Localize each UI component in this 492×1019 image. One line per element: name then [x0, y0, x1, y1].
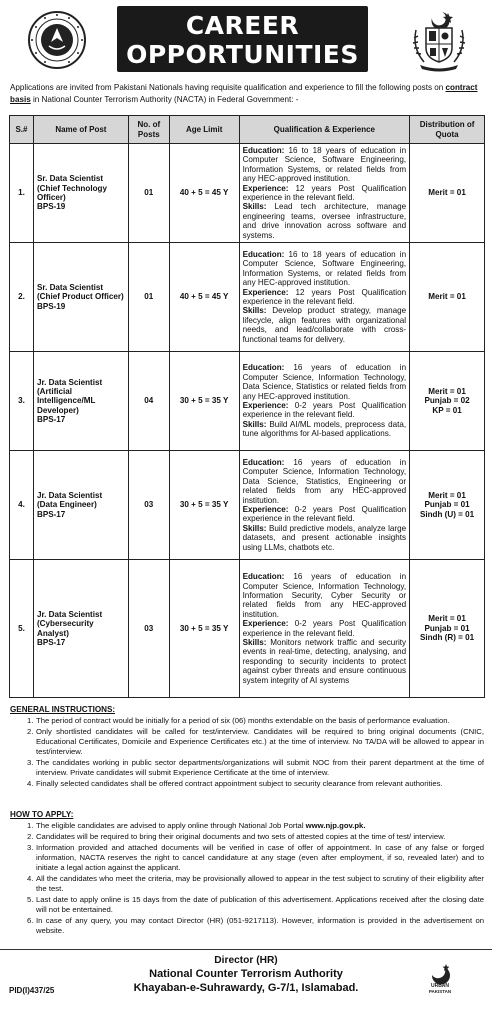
cell-sn: 5.	[10, 560, 34, 698]
skills-text-label: Skills:	[242, 419, 267, 429]
nacta-emblem-icon	[27, 10, 87, 70]
education-text	[243, 572, 407, 619]
list-item	[10, 916, 484, 936]
quota-line: Sindh (R) = 01	[419, 633, 475, 643]
quota-line: Merit = 01	[428, 188, 466, 198]
skills-text-body: Monitors network traffic and security events in real-time, detecting, analysing, and responding to security incidents to protect against cyber threats and ensure continuous system integrity of AI systems	[242, 637, 407, 685]
list-item-number: 4.	[27, 779, 34, 788]
quota-line: Sindh (U) = 01	[419, 509, 475, 519]
cell-qualification	[239, 352, 410, 451]
col-header-posts: No. of Posts	[128, 116, 169, 144]
experience-text	[243, 288, 407, 307]
list-item	[10, 832, 484, 842]
cell-sn: 1.	[10, 144, 34, 243]
cell-post-name	[33, 144, 128, 243]
list-item	[10, 895, 484, 915]
post-name-line: Jr. Data Scientist	[36, 609, 103, 619]
experience-text-label: Experience:	[242, 183, 289, 193]
skills-text-label: Skills:	[242, 202, 267, 212]
cell-no-of-posts: 01	[128, 243, 169, 352]
cell-no-of-posts: 01	[128, 144, 169, 243]
cell-age-limit: 30 + 5 = 35 Y	[169, 451, 239, 560]
njp-link[interactable]: www.njp.gov.pk.	[305, 821, 366, 830]
pid-number: PID(I)437/25	[9, 986, 55, 995]
cell-age-limit: 40 + 5 = 45 Y	[169, 243, 239, 352]
cell-no-of-posts: 03	[128, 451, 169, 560]
cell-age-limit: 30 + 5 = 35 Y	[169, 560, 239, 698]
education-text-label: Education:	[242, 363, 285, 373]
list-item	[10, 716, 484, 726]
education-text-label: Education:	[242, 572, 285, 582]
education-text-body: 16 to 18 years of education in Computer Science, Software Engineering, Information Systems, or related fields from any HEC-approved institution.	[242, 146, 407, 184]
post-name-line: Developer)	[36, 405, 79, 415]
cell-sn: 4.	[10, 451, 34, 560]
cell-post-name	[33, 352, 128, 451]
how-to-apply-list	[10, 821, 484, 937]
list-item	[10, 727, 484, 757]
quota-line: Punjab = 02	[424, 396, 470, 406]
cell-qualification	[239, 451, 410, 560]
list-item	[10, 874, 484, 894]
post-name-line: (Chief Technology	[36, 183, 107, 193]
cell-no-of-posts: 03	[128, 560, 169, 698]
education-text	[243, 146, 407, 184]
state-emblem-icon	[410, 8, 468, 72]
post-name-line: (Data Engineer)	[36, 500, 97, 510]
post-name-line: Sr. Data Scientist	[36, 174, 104, 184]
intro-text-1: Applications are invited from Pakistani Nationals having requisite qualification and experience to fill the following posts on	[10, 83, 446, 92]
education-text-label: Education:	[242, 250, 285, 260]
table-row	[10, 243, 485, 352]
skills-text	[243, 306, 407, 344]
apply-item-1-text: The eligible candidates are advised to apply online through National Job Portal	[36, 821, 306, 830]
list-item-text: The candidates working in public sector departments/organizations will submit NOC from their parent department at the time of interview. Private candidates will submit Experience Certificate at the time of interview.	[36, 758, 484, 777]
table-row	[10, 352, 485, 451]
cell-qualification	[239, 560, 410, 698]
quota-line: Merit = 01	[428, 490, 466, 500]
cell-age-limit: 40 + 5 = 45 Y	[169, 144, 239, 243]
intro-paragraph	[10, 82, 488, 106]
post-name-line: Intelligence/ML	[36, 396, 96, 406]
post-name-line: BPS-17	[36, 637, 66, 647]
skills-text-body: Develop product strategy, manage lifecycle, align features with organizational needs, and lead/collaborate with cross-functional teams for delivery.	[242, 306, 407, 344]
list-item-number: 4.	[27, 874, 34, 883]
list-item-number: 3.	[27, 758, 34, 767]
skills-text-body: Build AI/ML models, preprocess data, tune algorithms for AI-based applications.	[242, 419, 407, 439]
skills-text-body: Build predictive models, analyze large datasets, and present actionable insights using LLMs, chatbots etc.	[242, 523, 407, 552]
post-name-line: Sr. Data Scientist	[36, 282, 104, 292]
experience-text-body: 12 years Post Qualification experience in the relevant field.	[242, 287, 407, 307]
skills-text	[243, 524, 407, 552]
experience-text-body: 0-2 years Post Qualification experience in the relevant field.	[242, 619, 407, 638]
signatory-title: Director (HR)	[214, 955, 278, 966]
experience-text-label: Experience:	[242, 505, 289, 515]
cell-quota	[410, 560, 485, 698]
general-instructions-title: GENERAL INSTRUCTIONS:	[10, 705, 116, 714]
post-name-line: BPS-17	[36, 415, 66, 425]
list-item-text: Finally selected candidates shall be offered contract appointment subject to security clearance from relevant authorities.	[36, 779, 443, 788]
cell-quota	[410, 451, 485, 560]
post-name-line: (Artificial	[36, 386, 73, 396]
col-header-age: Age Limit	[169, 116, 239, 144]
skills-text	[243, 420, 407, 439]
table-row	[10, 560, 485, 698]
experience-text-body: 0-2 years Post Qualification experience in the relevant field.	[242, 401, 407, 420]
cell-quota	[410, 243, 485, 352]
experience-text-label: Experience:	[242, 401, 289, 411]
cell-post-name	[33, 243, 128, 352]
education-text-body: 16 years of education in Computer Science, Information Technology, Information Security, Cyber Security or related fields from any HEC-approved institution.	[242, 572, 407, 619]
list-item	[10, 758, 484, 778]
general-instructions-list	[10, 716, 484, 790]
quota-line: Merit = 01	[428, 386, 466, 396]
list-item-text: All the candidates who meet the criteria, may be provisionally allowed to appear in the test subject to scrutiny of their eligibility after the test.	[36, 874, 484, 893]
cell-age-limit: 30 + 5 = 35 Y	[169, 352, 239, 451]
post-name-line: BPS-17	[36, 509, 66, 519]
table-row	[10, 451, 485, 560]
list-item-number: 3.	[27, 843, 34, 852]
list-item-number: 1.	[27, 716, 34, 725]
col-header-post: Name of Post	[33, 116, 128, 144]
career-opportunities-banner	[117, 6, 368, 72]
skills-text	[243, 202, 407, 240]
post-name-line: Officer)	[36, 193, 66, 203]
quota-line: KP = 01	[432, 405, 462, 415]
experience-text	[243, 619, 407, 638]
education-text-body: 16 years of education in Computer Science, Information Technology, Data Science, Statistics, Engineering or related fields from any HEC-approved institution.	[242, 458, 407, 505]
post-name-line: Analyst)	[36, 628, 69, 638]
experience-text	[243, 401, 407, 420]
title-line-1: CAREER	[185, 11, 300, 40]
cell-sn: 3.	[10, 352, 34, 451]
list-item	[10, 843, 484, 873]
education-text	[243, 458, 407, 505]
list-item-number: 5.	[27, 895, 34, 904]
post-name-line: (Cybersecurity	[36, 619, 94, 629]
skills-text-label: Skills:	[242, 637, 267, 647]
intro-emphasis: contract basis	[10, 83, 478, 104]
education-text-label: Education:	[242, 458, 285, 468]
skills-text-body: Lead tech architecture, manage engineering teams, oversee infrastructure, and drive innovation across software and systems.	[242, 202, 407, 240]
education-text-body: 16 to 18 years of education in Computer Science, Software Engineering, Information Systems, or related fields from any HEC-approved institution.	[242, 250, 407, 288]
experience-text-body: 0-2 years Post Qualification experience in the relevant field.	[242, 505, 407, 524]
experience-text-label: Experience:	[242, 619, 289, 629]
skills-text-label: Skills:	[242, 306, 267, 316]
table-header-row	[10, 116, 485, 144]
education-text	[243, 363, 407, 401]
cell-qualification	[239, 243, 410, 352]
experience-text	[243, 184, 407, 203]
list-item-text: In case of any query, you may contact Director (HR) (051-9217113). However, information is provided in the advertisement on website.	[36, 916, 484, 935]
posts-table	[9, 115, 485, 698]
experience-text	[243, 505, 407, 524]
cell-post-name	[33, 451, 128, 560]
urban-text-bottom: PAKISTAN	[428, 989, 452, 994]
list-item-text: Candidates will be required to bring their original documents and two sets of attested copies at the time of test/ interview.	[36, 832, 446, 841]
cell-quota	[410, 144, 485, 243]
how-to-apply-title: HOW TO APPLY:	[10, 810, 74, 819]
footer	[0, 949, 492, 1019]
post-name-line: Jr. Data Scientist	[36, 490, 103, 500]
title-line-2: OPPORTUNITIES	[126, 40, 359, 69]
post-name-line: Jr. Data Scientist	[36, 377, 103, 387]
list-item-number: 6.	[27, 916, 34, 925]
col-header-quota: Distribution of Quota	[410, 116, 485, 144]
list-item-number: 2.	[27, 832, 34, 841]
list-item: 1. The eligible candidates are advised to apply online through National Job Portal www.njp.gov.pk.	[27, 821, 366, 830]
list-item	[10, 779, 484, 789]
experience-text-body: 12 years Post Qualification experience in the relevant field.	[242, 183, 407, 203]
col-header-qualification: Qualification & Experience	[239, 116, 410, 144]
list-item-text: The period of contract would be initially for a period of six (06) months extendable on the basis of performance evaluation.	[36, 716, 450, 725]
quota-line: Punjab = 01	[424, 500, 470, 510]
table-row	[10, 144, 485, 243]
authority-address: Khayaban-e-Suhrawardy, G-7/1, Islamabad.	[133, 982, 359, 994]
post-name-line: (Chief Product Officer)	[36, 292, 124, 302]
cell-post-name	[33, 560, 128, 698]
skills-text-label: Skills:	[242, 523, 267, 533]
cell-sn: 2.	[10, 243, 34, 352]
urban-text-top: URBAN	[430, 983, 450, 989]
quota-line: Merit = 01	[428, 614, 466, 624]
education-text-label: Education:	[242, 146, 285, 155]
list-item-text: Last date to apply online is 15 days from the date of publication of this advertisement. Applications received after the closing date will not be entertained.	[36, 895, 484, 914]
skills-text	[243, 638, 407, 685]
cell-qualification	[239, 144, 410, 243]
post-name-line: BPS-19	[36, 301, 66, 311]
quota-line: Punjab = 01	[424, 623, 470, 633]
post-name-line: BPS-19	[36, 202, 66, 212]
list-item-text: Information provided and attached documents will be verified in case of offer of appointment. In case of any false or forged information, NACTA reserves the right to cancel candidature at any stage (even after employment, if so, revealed later) and to initiate a legal action against the applicant.	[36, 843, 484, 872]
authority-name: National Counter Terrorism Authority	[149, 968, 343, 980]
header	[0, 0, 492, 78]
cell-no-of-posts: 04	[128, 352, 169, 451]
list-item-number: 2.	[27, 727, 34, 736]
quota-line: Merit = 01	[428, 292, 466, 302]
experience-text-label: Experience:	[242, 287, 289, 297]
intro-text-2: in National Counter Terrorism Authority (NACTA) in Federal Government: -	[30, 95, 299, 104]
list-item-text: Only shortlisted candidates will be called for test/interview. Candidates will be required to bring original documents (CNIC, Educational Certificates, Domicile and Experience Certificates etc.) at the time of interview. No TA/DA will be allowed to appear in test/interview.	[36, 727, 484, 756]
cell-quota	[410, 352, 485, 451]
urban-pakistan-logo-icon	[418, 955, 462, 995]
education-text-body: 16 years of education in Computer Science, Information Technology, Data Science, Statistics or related fields from any HEC-approved institution.	[242, 363, 407, 401]
col-header-sn: S.#	[10, 116, 34, 144]
education-text	[243, 250, 407, 288]
